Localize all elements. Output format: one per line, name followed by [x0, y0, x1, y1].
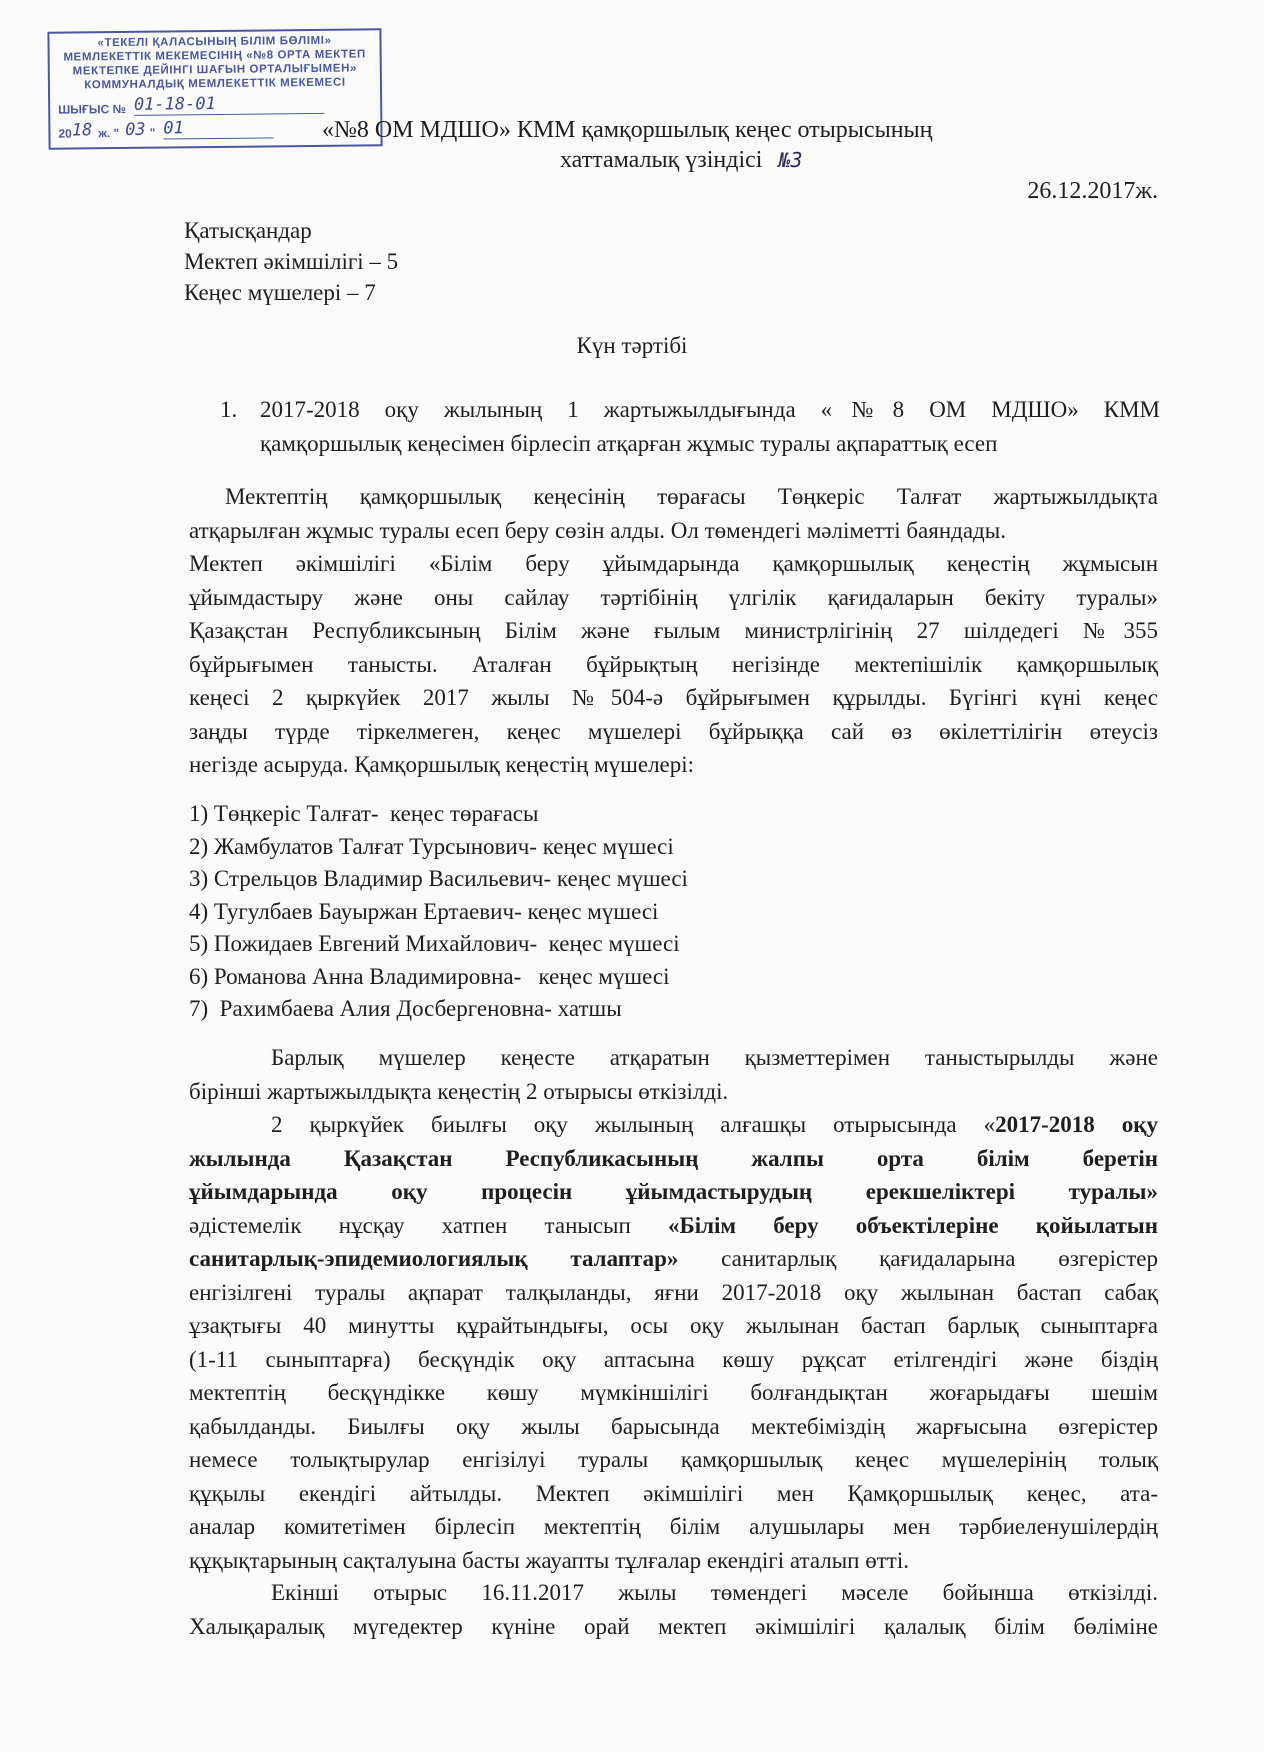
- paragraph-introduction: [189, 1041, 1158, 1108]
- attendees-heading: Қатысқандар: [184, 218, 312, 243]
- handwritten-protocol-number: №3: [778, 148, 803, 172]
- paragraph-line: кеңесі 2 қыркүйек 2017 жылы №504-ә бұйрығымен құрылды. Бүгінгі күні кеңес: [189, 685, 1158, 710]
- agenda-item-number: 1.: [220, 397, 238, 422]
- paragraph-line: мектептің бесқүндікке көшу мүмкіншілігі болғандықтан жоғарыдағы шешім: [189, 1380, 1158, 1405]
- paragraph-line: заңды түрде тіркелмеген, кеңес мүшелері бұйрыққа сай өз өкілеттілігін өтеусіз: [189, 718, 1158, 744]
- stamp-day-hand: 03: [125, 119, 146, 140]
- paragraph-line: Қазақстан Республиксының Білім және ғылым министрлігінің 27 шілдедегі №355: [189, 618, 1158, 643]
- paragraph-line: бұйрығымен танысты. Аталған бұйрықтың негізінде мектепішілік қамқоршылық: [189, 651, 1158, 677]
- stamp-line-1: «ТЕКЕЛІ ҚАЛАСЫНЫҢ БІЛІМ БӨЛІМІ»: [97, 34, 332, 50]
- paragraph-second-meeting: [189, 1576, 1158, 1643]
- members-list: [189, 798, 688, 1026]
- list-item: 6) Романова Анна Владимировна- кеңес мүшесі: [189, 963, 670, 989]
- paragraph-line: құқықтарының сақталуына басты жауапты тұлғалар екендігі аталып өтті.: [189, 1547, 909, 1573]
- document-title-line-1: «№8 ОМ МДШО» КММ қамқоршылық кеңес отырысының: [322, 117, 933, 143]
- attendees-council: Кеңес мүшелері – 7: [184, 280, 376, 305]
- agenda-item-line-1: 2017-2018 оқу жылының 1 жартыжылдығында «№8 ОМ МДШО» КММ: [260, 397, 1160, 422]
- paragraph-first-meeting: [189, 1108, 1158, 1577]
- paragraph-report: [189, 480, 1158, 782]
- paragraph-line: [189, 1142, 1158, 1176]
- paragraph-line: негізде асыруда. Қамқоршылық кеңестің мүшелері:: [189, 752, 695, 777]
- paragraph-line: Екінші отырыс 16.11.2017 жылы төмендегі мәселе бойынша өткізілді.: [271, 1580, 1158, 1605]
- stamp-line-4: КОММУНАЛДЫҚ МЕМЛЕКЕТТІК МЕКЕМЕСІ: [84, 76, 346, 92]
- stamp-year-hand: 18: [71, 120, 93, 141]
- list-item: 1) Төңкеріс Талғат- кеңес төрағасы: [189, 801, 539, 826]
- agenda-item-1: [220, 393, 1160, 461]
- paragraph-line: Халықаралық мүгедектер күніне орай мектеп әкімшілігі қалалық білім бөліміне: [189, 1613, 1158, 1639]
- list-item: 4) Тугулбаев Бауыржан Ертаевич- кеңес мүшесі: [189, 898, 659, 924]
- paragraph-line: атқарылған жұмыс туралы есеп беру сөзін алды. Ол төмендегі мәліметті баяндады.: [189, 517, 1006, 543]
- stamp-day-sep: ": [149, 125, 156, 140]
- stamp-outgoing-field: [134, 93, 324, 116]
- paragraph-line: [189, 1108, 1158, 1142]
- stamp-line-3: МЕКТЕПКЕ ДЕЙІНГІ ШАҒЫН ОРТАЛЫҒЫМЕН»: [72, 62, 358, 78]
- agenda-item-line-2: қамқоршылық кеңесімен бірлесіп атқарған жұмыс туралы ақпараттық есеп: [260, 431, 998, 456]
- stamp-year-suffix: ж. ": [98, 126, 120, 141]
- bold-run: жылында Қазақстан Республикасының жалпы орта білім беретін: [189, 1145, 1158, 1171]
- paragraph-line: бірінші жартыжылдықта кеңестің 2 отырысы өткізілді.: [189, 1078, 729, 1104]
- paragraph-line: [189, 1209, 1158, 1243]
- paragraph-line: Барлық мүшелер кеңесте атқаратын қызметтерімен таныстырылды және: [271, 1045, 1158, 1070]
- bold-run: санитарлық-эпидемиологиялық талаптар»: [189, 1246, 679, 1271]
- stamp-outgoing-row: [58, 93, 324, 117]
- paragraph-line: аналар комитетімен бірлесіп мектептің білім алушылары мен тәрбиеленушілердің: [189, 1514, 1158, 1539]
- text-run: 2 қыркүйек биылғы оқу жылының алғашқы отырысында «: [271, 1112, 996, 1137]
- attendees-admin: Мектеп әкімшілігі – 5: [184, 249, 399, 274]
- paragraph-line: енгізілгені туралы ақпарат талқыланды, яғни 2017-2018 оқу жылынан бастап сабақ: [189, 1279, 1158, 1305]
- agenda-title: Күн тәртібі: [576, 333, 688, 358]
- stamp-outgoing-number: 01-18-01: [133, 93, 216, 115]
- bold-run: ұйымдарында оқу процесін ұйымдастырудың ерекшеліктері туралы»: [189, 1179, 1158, 1204]
- bold-run: 2017-2018 оқу: [995, 1112, 1158, 1137]
- document-title-text: хаттамалық үзіндісі: [560, 147, 763, 173]
- paragraph-line: ұзақтығы 40 минутты құрайтындығы, осы оқу жылынан бастап барлық сыныптарға: [189, 1313, 1158, 1338]
- paragraph-line: немесе толықтырулар енгізілуі туралы қамқоршылық кеңес мүшелерінің толық: [189, 1447, 1158, 1472]
- list-item: 5) Пожидаев Евгений Михайлович- кеңес мүшесі: [189, 931, 680, 956]
- paragraph-line: құқылы екендігі айтылды. Мектеп әкімшілігі мен Қамқоршылық кеңес, ата-: [189, 1480, 1158, 1506]
- agenda-item-text: [260, 393, 1160, 461]
- document-date: 26.12.2017ж.: [1027, 178, 1158, 204]
- paragraph-line: [189, 1175, 1158, 1209]
- paragraph-line: [189, 1242, 1158, 1276]
- paragraph-line: Мектептің қамқоршылық кеңесінің төрағасы Төңкеріс Талғат жартыжылдықта: [225, 484, 1158, 509]
- stamp-month-hand: 01: [163, 118, 184, 139]
- text-run: әдістемелік нұсқау хатпен танысып: [189, 1212, 668, 1238]
- text-run: санитарлық қағидаларына өзгерістер: [678, 1246, 1158, 1271]
- list-item: 3) Стрельцов Владимир Васильевич- кеңес мүшесі: [189, 866, 688, 891]
- list-item: 7) Рахимбаева Алия Досбергеновна- хатшы: [189, 996, 622, 1021]
- paragraph-line: Мектеп әкімшілігі «Білім беру ұйымдарында қамқоршылық кеңестің жұмысын: [189, 551, 1158, 576]
- stamp-outgoing-label: ШЫҒЫС №: [58, 101, 127, 117]
- document-title-line-2: [560, 147, 803, 174]
- stamp-line-2: МЕМЛЕКЕТТІК МЕКЕМЕСІНІҢ «№8 ОРТА МЕКТЕП: [63, 48, 366, 64]
- paragraph-line: ұйымдастыру және оны сайлау тәртібінің үлгілік қағидаларын бекіту туралы»: [189, 584, 1158, 610]
- paragraph-line: қабылданды. Биылғы оқу жылы барысында мектебіміздің жарғысына өзгерістер: [189, 1413, 1158, 1439]
- paragraph-line: (1-11 сыныптарға) бесқүндік оқу аптасына көшу рұқсат етілгендігі және біздің: [189, 1346, 1158, 1372]
- bold-run: «Білім беру объектілеріне қойылатын: [668, 1212, 1159, 1238]
- stamp-year-prefix: 20: [58, 126, 72, 141]
- stamp-date-row: [58, 117, 273, 140]
- list-item: 2) Жамбулатов Талғат Турсынович- кеңес мүшесі: [189, 833, 674, 859]
- stamp-month-field: [163, 117, 273, 139]
